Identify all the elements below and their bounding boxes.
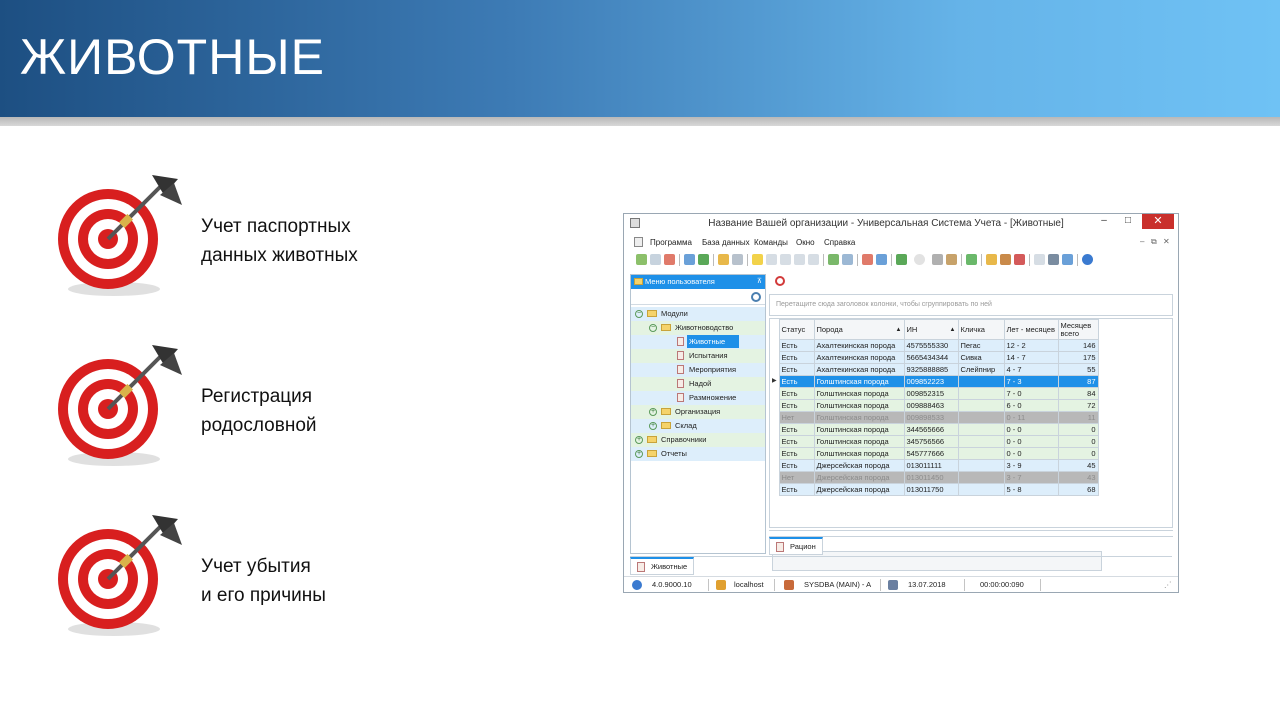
tree-item-directories[interactable] <box>631 433 765 447</box>
expand-icon[interactable]: + <box>650 422 656 429</box>
tree-item-warehouse[interactable] <box>631 419 765 433</box>
toolbar-separator <box>679 254 680 266</box>
cell-months[interactable]: 84 <box>1058 388 1098 400</box>
cell-status[interactable]: Есть <box>779 388 814 400</box>
menu-bar <box>624 236 1178 250</box>
cell-breed[interactable]: Голштинская порода <box>814 400 904 412</box>
animals-grid <box>769 318 1173 528</box>
tree-item-events[interactable] <box>631 363 765 377</box>
mdi-close-button[interactable]: ✕ <box>1163 237 1170 246</box>
database-icon <box>716 580 726 590</box>
nav-next-icon[interactable] <box>794 254 805 265</box>
cell-name[interactable] <box>958 412 1004 424</box>
tree-item-label: Мероприятия <box>689 365 737 374</box>
document-icon <box>776 542 784 552</box>
menu-program[interactable]: Программа <box>650 238 692 247</box>
bullet-text <box>201 212 358 270</box>
slide-title: ЖИВОТНЫЕ <box>20 29 325 85</box>
cell-status[interactable]: Есть <box>779 364 814 376</box>
exit-icon[interactable] <box>896 254 907 265</box>
cell-age[interactable]: 14 - 7 <box>1004 352 1058 364</box>
document-icon <box>677 337 684 346</box>
row-indicator <box>772 484 779 496</box>
delete-icon[interactable] <box>664 254 675 265</box>
row-indicator <box>772 412 779 424</box>
toolbar-separator <box>1077 254 1078 266</box>
cell-age[interactable]: 5 - 8 <box>1004 484 1058 496</box>
cell-id[interactable]: 545777666 <box>904 448 958 460</box>
user-icon <box>784 580 794 590</box>
cell-breed[interactable]: Джерсейская порода <box>814 472 904 484</box>
row-indicator <box>772 400 779 412</box>
cell-months[interactable]: 175 <box>1058 352 1098 364</box>
cell-breed[interactable]: Джерсейская порода <box>814 460 904 472</box>
cell-status[interactable]: Есть <box>779 340 814 352</box>
cell-id[interactable]: 345756566 <box>904 436 958 448</box>
toolbar-separator <box>981 254 982 266</box>
refresh-icon[interactable] <box>698 254 709 265</box>
bullet-disposal <box>52 505 592 645</box>
menu-help[interactable]: Справка <box>824 238 856 247</box>
cell-status[interactable]: Нет <box>779 472 814 484</box>
header-divider <box>0 117 1280 126</box>
table-row[interactable] <box>772 436 1098 448</box>
column-header-name[interactable]: Кличка <box>958 320 1004 340</box>
cell-id[interactable]: 344565666 <box>904 424 958 436</box>
menu-search-bar[interactable] <box>631 291 765 305</box>
cell-breed[interactable]: Голштинская порода <box>814 448 904 460</box>
bullet-text <box>201 382 317 440</box>
resize-grip-icon[interactable]: ⋰ <box>1164 580 1172 589</box>
cell-months[interactable]: 55 <box>1058 364 1098 376</box>
records-panel <box>769 274 1173 554</box>
menu-database[interactable]: База данных <box>702 238 750 247</box>
document-icon <box>677 365 684 374</box>
cell-name[interactable]: Пегас <box>958 340 1004 352</box>
tab-animals[interactable] <box>630 557 694 575</box>
toolbar-separator <box>891 254 892 266</box>
cell-name[interactable] <box>958 388 1004 400</box>
folder-icon <box>661 422 671 429</box>
status-version: 4.0.9000.10 <box>652 580 692 589</box>
cell-age[interactable]: 4 - 7 <box>1004 364 1058 376</box>
sort-asc-icon: ▲ <box>949 326 956 333</box>
cell-months[interactable]: 45 <box>1058 460 1098 472</box>
tree-item-modules[interactable] <box>631 307 765 321</box>
cell-status[interactable]: Есть <box>779 424 814 436</box>
note-icon[interactable] <box>752 254 763 265</box>
table-row[interactable] <box>772 352 1098 364</box>
cell-age[interactable]: 12 - 2 <box>1004 340 1058 352</box>
cell-breed[interactable]: Голштинская порода <box>814 436 904 448</box>
cell-name[interactable] <box>958 484 1004 496</box>
window-title: Название Вашей организации - Универсальная Система Учета - [Животные] <box>708 218 1064 229</box>
cell-breed[interactable]: Голштинская порода <box>814 376 904 388</box>
window-tabs <box>630 556 1172 574</box>
table-row[interactable] <box>772 400 1098 412</box>
bullet-line: Регистрация <box>201 386 313 407</box>
user-menu-title: Меню пользователя <box>645 277 715 286</box>
settings-icon[interactable] <box>1014 254 1025 265</box>
column-header-label: ИН <box>906 324 918 334</box>
cell-name[interactable]: Сивка <box>958 352 1004 364</box>
cell-status[interactable]: Нет <box>779 412 814 424</box>
document-icon <box>677 393 684 402</box>
column-header-label: Порода <box>816 324 843 334</box>
search-icon[interactable] <box>684 254 695 265</box>
cell-breed[interactable]: Джерсейская порода <box>814 484 904 496</box>
table-row[interactable] <box>772 364 1098 376</box>
row-indicator: ▶ <box>772 376 779 388</box>
tree-item-label: Надой <box>689 379 712 388</box>
row-indicator <box>772 388 779 400</box>
menu-commands[interactable]: Команды <box>754 238 788 247</box>
cell-age[interactable]: 7 - 0 <box>1004 388 1058 400</box>
search-icon[interactable] <box>751 292 761 302</box>
app-window <box>623 213 1179 593</box>
user-menu-panel <box>630 274 766 554</box>
folder-icon <box>647 436 657 443</box>
filter-icon[interactable] <box>718 254 729 265</box>
target-dart-icon <box>52 505 192 645</box>
cell-name[interactable] <box>958 436 1004 448</box>
cell-months[interactable]: 0 <box>1058 436 1098 448</box>
bullet-passport <box>52 165 592 305</box>
cell-status[interactable]: Есть <box>779 460 814 472</box>
cell-name[interactable]: Слейпнир <box>958 364 1004 376</box>
tree-item-organization[interactable] <box>631 405 765 419</box>
cell-age[interactable]: 0 - 11 <box>1004 412 1058 424</box>
user-menu-header <box>631 275 765 289</box>
cell-name[interactable] <box>958 448 1004 460</box>
cell-months[interactable]: 0 <box>1058 424 1098 436</box>
table-row[interactable] <box>772 484 1098 496</box>
status-bar <box>624 576 1178 592</box>
cell-age[interactable]: 6 - 0 <box>1004 400 1058 412</box>
animals-table <box>772 319 1099 496</box>
window-icon[interactable] <box>862 254 873 265</box>
row-indicator <box>772 340 779 352</box>
toolbar-separator <box>857 254 858 266</box>
cell-age[interactable]: 0 - 0 <box>1004 448 1058 460</box>
slide-header <box>0 0 1280 117</box>
cell-status[interactable]: Есть <box>779 436 814 448</box>
grid-toolbar <box>769 274 1173 290</box>
column-header-age[interactable]: Лет - месяцев <box>1004 320 1058 340</box>
table-row[interactable] <box>772 424 1098 436</box>
info-icon <box>632 580 642 590</box>
tree-item-tests[interactable] <box>631 349 765 363</box>
tree-item-label: Модули <box>661 309 688 318</box>
nav-last-icon[interactable] <box>808 254 819 265</box>
bullet-line: Учет паспортных <box>201 216 351 237</box>
nav-first-icon[interactable] <box>766 254 777 265</box>
cell-age[interactable]: 7 - 3 <box>1004 376 1058 388</box>
toolbar-separator <box>823 254 824 266</box>
cell-breed[interactable]: Ахалтекинская порода <box>814 340 904 352</box>
tree-item-label: Животноводство <box>675 323 734 332</box>
edit-icon[interactable] <box>946 254 957 265</box>
expand-icon[interactable]: + <box>650 408 656 415</box>
collapse-icon[interactable]: − <box>650 324 656 331</box>
cell-name[interactable] <box>958 376 1004 388</box>
stop-icon[interactable] <box>775 276 785 286</box>
table-row[interactable] <box>772 340 1098 352</box>
document-icon <box>677 379 684 388</box>
status-separator <box>964 579 965 591</box>
detail-tabs <box>769 536 1173 554</box>
calendar-icon <box>888 580 898 590</box>
cell-months[interactable]: 0 <box>1058 448 1098 460</box>
collapse-icon[interactable]: − <box>636 310 642 317</box>
status-separator <box>708 579 709 591</box>
sort-asc-icon: ▲ <box>895 326 902 333</box>
cell-name[interactable] <box>958 424 1004 436</box>
status-separator <box>1040 579 1041 591</box>
row-indicator <box>772 436 779 448</box>
calendar-icon[interactable] <box>1034 254 1045 265</box>
status-server: localhost <box>734 580 764 589</box>
table-row[interactable] <box>772 448 1098 460</box>
pin-icon[interactable]: ⊼ <box>756 278 762 285</box>
tree-item-label: Склад <box>675 421 697 430</box>
cell-status[interactable]: Есть <box>779 376 814 388</box>
cell-months[interactable]: 68 <box>1058 484 1098 496</box>
table-row[interactable] <box>772 460 1098 472</box>
bullet-line: родословной <box>201 415 317 436</box>
cell-breed[interactable]: Ахалтекинская порода <box>814 352 904 364</box>
bullet-line: Учет убытия <box>201 556 311 577</box>
window-titlebar <box>624 214 1178 233</box>
connect-icon[interactable] <box>1062 254 1073 265</box>
cell-id[interactable]: 009898533 <box>904 412 958 424</box>
grid-body <box>772 340 1098 496</box>
export-icon[interactable] <box>842 254 853 265</box>
cell-id[interactable]: 009852223 <box>904 376 958 388</box>
cell-id[interactable]: 9325888885 <box>904 364 958 376</box>
toolbar-separator <box>747 254 748 266</box>
chart-icon[interactable] <box>966 254 977 265</box>
table-row[interactable] <box>772 388 1098 400</box>
expand-icon[interactable]: + <box>636 450 642 457</box>
tree-item-livestock[interactable] <box>631 321 765 335</box>
tree-item-label: Организация <box>675 407 721 416</box>
tab-label: Животные <box>651 562 688 571</box>
folder-icon <box>647 310 657 317</box>
bullet-line: и его причины <box>201 585 326 606</box>
status-timer: 00:00:00:090 <box>980 580 1024 589</box>
bullet-pedigree <box>52 335 592 475</box>
toolbar <box>632 253 1172 269</box>
cell-id[interactable]: 009852315 <box>904 388 958 400</box>
menu-window[interactable]: Окно <box>796 238 815 247</box>
row-indicator <box>772 460 779 472</box>
tree-item-breeding[interactable] <box>631 391 765 405</box>
find-icon[interactable] <box>732 254 743 265</box>
cell-months[interactable]: 146 <box>1058 340 1098 352</box>
row-indicator <box>772 448 779 460</box>
cell-id[interactable]: 013011750 <box>904 484 958 496</box>
cell-status[interactable]: Есть <box>779 448 814 460</box>
toolbar-separator <box>1029 254 1030 266</box>
column-header-id[interactable] <box>904 320 958 340</box>
tree-item-label: Испытания <box>689 351 728 360</box>
copy-icon[interactable] <box>650 254 661 265</box>
maximize-button[interactable]: □ <box>1124 215 1132 226</box>
info-icon[interactable] <box>1082 254 1093 265</box>
lock-icon[interactable] <box>986 254 997 265</box>
row-indicator <box>772 472 779 484</box>
cell-name[interactable] <box>958 460 1004 472</box>
row-indicator-header <box>772 320 779 340</box>
table-row[interactable] <box>772 376 1098 388</box>
close-button[interactable]: ✕ <box>1142 214 1174 229</box>
cell-status[interactable]: Есть <box>779 484 814 496</box>
tree-item-label: Отчеты <box>661 449 687 458</box>
cell-id[interactable]: 013011111 <box>904 460 958 472</box>
folder-icon <box>634 278 643 285</box>
target-dart-icon <box>52 165 192 305</box>
row-indicator <box>772 364 779 376</box>
table-row[interactable] <box>772 472 1098 484</box>
cell-age[interactable]: 3 - 7 <box>1004 472 1058 484</box>
cell-breed[interactable]: Голштинская порода <box>814 388 904 400</box>
bullet-text <box>201 552 326 610</box>
tools-icon[interactable] <box>932 254 943 265</box>
status-separator <box>774 579 775 591</box>
mdi-minimize-button[interactable]: – <box>1140 237 1145 246</box>
document-icon <box>677 351 684 360</box>
cell-age[interactable]: 0 - 0 <box>1004 436 1058 448</box>
tab-label: Рацион <box>790 542 816 551</box>
app-icon <box>630 218 640 228</box>
tree-item-milk-yield[interactable] <box>631 377 765 391</box>
group-by-area[interactable]: Перетащите сюда заголовок колонки, чтобы сгруппировать по ней <box>769 294 1173 316</box>
cell-months[interactable]: 43 <box>1058 472 1098 484</box>
document-icon <box>637 562 645 572</box>
printer-icon[interactable] <box>1048 254 1059 265</box>
cell-id[interactable]: 5665434344 <box>904 352 958 364</box>
column-header-status[interactable]: Статус <box>779 320 814 340</box>
folder-icon <box>661 408 671 415</box>
expand-icon[interactable]: + <box>636 436 642 443</box>
cell-months[interactable]: 11 <box>1058 412 1098 424</box>
status-separator <box>880 579 881 591</box>
add-icon[interactable] <box>636 254 647 265</box>
cell-months[interactable]: 72 <box>1058 400 1098 412</box>
mdi-restore-button[interactable]: ⧉ <box>1151 237 1157 246</box>
row-indicator <box>772 352 779 364</box>
cell-age[interactable]: 0 - 0 <box>1004 424 1058 436</box>
cell-id[interactable]: 013011450 <box>904 472 958 484</box>
folder-icon <box>661 324 671 331</box>
cell-age[interactable]: 3 - 9 <box>1004 460 1058 472</box>
status-date: 13.07.2018 <box>908 580 946 589</box>
tree-item-label: Справочники <box>661 435 707 444</box>
bullet-line: данных животных <box>201 245 358 266</box>
users-icon[interactable] <box>1000 254 1011 265</box>
cell-name[interactable] <box>958 472 1004 484</box>
tree-item-label: Животные <box>687 335 739 348</box>
status-user: SYSDBA (MAIN) - A <box>804 580 872 589</box>
cell-status[interactable]: Есть <box>779 400 814 412</box>
cell-months[interactable]: 87 <box>1058 376 1098 388</box>
cell-name[interactable] <box>958 400 1004 412</box>
window-list-icon[interactable] <box>876 254 887 265</box>
cell-breed[interactable]: Голштинская порода <box>814 412 904 424</box>
print-icon[interactable] <box>828 254 839 265</box>
column-header-months[interactable]: Месяцев всего <box>1058 320 1098 340</box>
tree-item-animals[interactable] <box>631 335 765 349</box>
minimize-button[interactable]: – <box>1101 215 1107 226</box>
stop-icon[interactable] <box>914 254 925 265</box>
cell-breed[interactable]: Ахалтекинская порода <box>814 364 904 376</box>
row-indicator <box>772 424 779 436</box>
toolbar-separator <box>961 254 962 266</box>
target-dart-icon <box>52 335 192 475</box>
toolbar-separator <box>713 254 714 266</box>
table-row[interactable] <box>772 412 1098 424</box>
menu-grip-icon <box>634 237 643 247</box>
nav-prev-icon[interactable] <box>780 254 791 265</box>
tab-ration[interactable] <box>769 537 823 555</box>
folder-icon <box>647 450 657 457</box>
cell-status[interactable]: Есть <box>779 352 814 364</box>
cell-breed[interactable]: Голштинская порода <box>814 424 904 436</box>
tree-item-reports[interactable] <box>631 447 765 461</box>
splitter[interactable] <box>769 530 1173 534</box>
column-header-breed[interactable] <box>814 320 904 340</box>
cell-id[interactable]: 4575555330 <box>904 340 958 352</box>
tree-item-label: Размножение <box>689 393 737 402</box>
cell-id[interactable]: 009888463 <box>904 400 958 412</box>
